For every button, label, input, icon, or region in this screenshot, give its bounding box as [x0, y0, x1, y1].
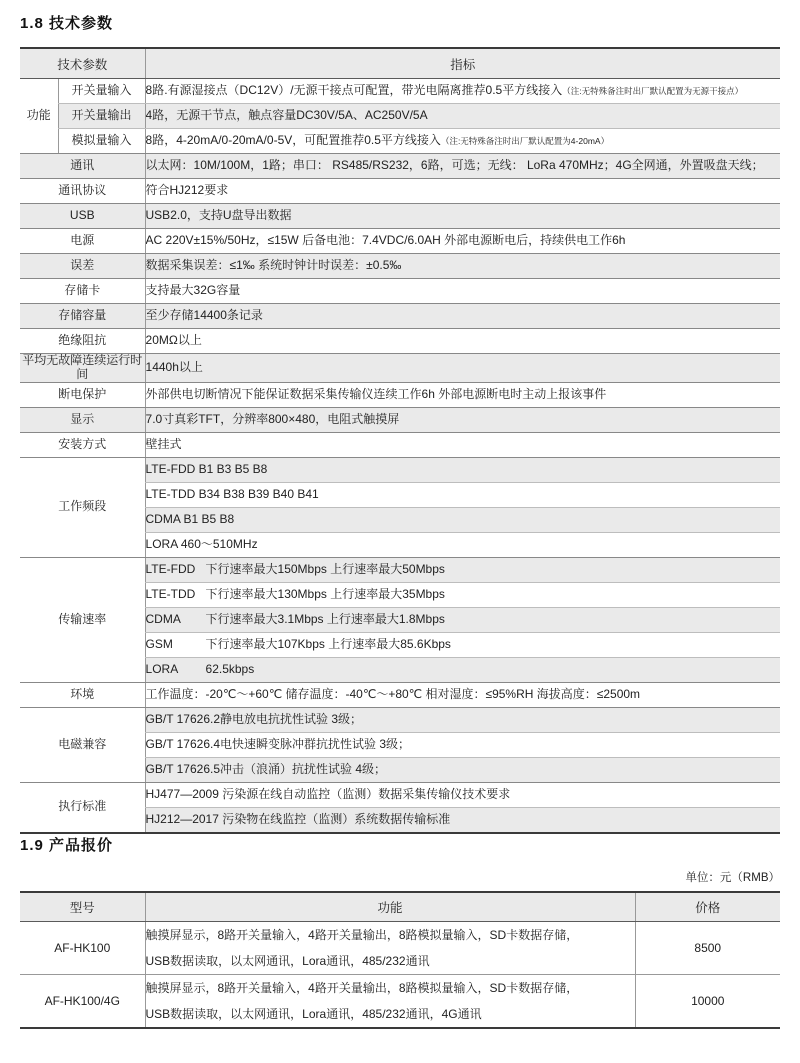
- spec-row-label: 显示: [20, 407, 145, 432]
- spec-row-label: USB: [20, 204, 145, 229]
- spec-row-label: 执行标准: [20, 782, 145, 833]
- price-header-row: [20, 892, 780, 922]
- spec-row-value: 7.0寸真彩TFT，分辨率800×480，电阻式触摸屏: [145, 407, 780, 432]
- spec-row-label: 断电保护: [20, 382, 145, 407]
- price-amount: 10000: [635, 974, 780, 1028]
- spec-row-value: GB/T 17626.5冲击（浪涌）抗扰性试验 4级；: [145, 757, 780, 782]
- spec-row-value: 1440h以上: [145, 354, 780, 383]
- section-heading-tech-params: 1.8 技术参数: [20, 15, 114, 32]
- spec-row-value: HJ477—2009 污染源在线自动监控（监测）数据采集传输仪技术要求: [145, 782, 780, 807]
- spec-table-body: [20, 79, 780, 833]
- spec-row: [20, 457, 780, 482]
- spec-row-value: GSM 下行速率最大107Kbps 上行速率最大85.6Kbps: [145, 632, 780, 657]
- spec-row-note: （注:无特殊备注时出厂默认配置为4-20mA）: [440, 136, 610, 147]
- price-model: AF-HK100/4G: [20, 974, 145, 1028]
- spec-row-value: 8路.有源湿接点（DC12V）/无源干接点可配置，带光电隔离推荐0.5平方线接入（注:无特殊备注时出厂默认配置为无源干接点）: [145, 79, 780, 104]
- spec-row-sublabel: 模拟量输入: [58, 129, 145, 154]
- spec-row-value: 数据采集误差：≤1‰ 系统时钟计时误差：±0.5‰: [145, 254, 780, 279]
- spec-row-value: CDMA 下行速率最大3.1Mbps 上行速率最大1.8Mbps: [145, 607, 780, 632]
- spec-row-label: 通讯协议: [20, 179, 145, 204]
- spec-row-value: LTE-FDD 下行速率最大150Mbps 上行速率最大50Mbps: [145, 557, 780, 582]
- spec-table: [20, 47, 780, 834]
- spec-row: [20, 204, 780, 229]
- spec-row-value: 4路，无源干节点，触点容量DC30V/5A、AC250V/5A: [145, 104, 780, 129]
- spec-value-key: LTE-FDD: [145, 561, 196, 576]
- spec-value-key: LTE-TDD: [145, 586, 196, 601]
- spec-row-label: 平均无故障连续运行时间: [20, 354, 145, 383]
- spec-row-value: 支持最大32G容量: [145, 279, 780, 304]
- spec-row: [20, 304, 780, 329]
- spec-row-label: 通讯: [20, 154, 145, 179]
- price-row: [20, 974, 780, 1028]
- spec-row: [20, 104, 780, 129]
- spec-row-label: 电源: [20, 229, 145, 254]
- spec-row-value: LTE-FDD B1 B3 B5 B8: [145, 457, 780, 482]
- spec-row-value: 至少存储14400条记录: [145, 304, 780, 329]
- spec-row-value: 工作温度：-20℃～+60℃ 储存温度：-40℃～+80℃ 相对湿度：≤95%RH 海拔高度：≤2500m: [145, 682, 780, 707]
- spec-row-note: （注:无特殊备注时出厂默认配置为无源干接点）: [562, 86, 744, 97]
- price-features-line: 触摸屏显示，8路开关量输入，4路开关量输出，8路模拟量输入，SD卡数据存储，: [145, 927, 579, 942]
- spec-row: [20, 79, 780, 104]
- spec-row: [20, 254, 780, 279]
- price-header-features: 功能: [145, 892, 635, 922]
- spec-row-value: HJ212—2017 污染物在线监控（监测）系统数据传输标准: [145, 807, 780, 833]
- spec-row: [20, 179, 780, 204]
- price-table-body: [20, 921, 780, 1028]
- price-row: [20, 921, 780, 974]
- price-features-line: USB数据读取，以太网通讯，Lora通讯，485/232通讯: [145, 953, 430, 968]
- spec-row: [20, 154, 780, 179]
- spec-row-label: 工作频段: [20, 457, 145, 557]
- spec-row-label: 存储卡: [20, 279, 145, 304]
- spec-row-label: 传输速率: [20, 557, 145, 682]
- price-unit-note: 单位：元（RMB）: [685, 871, 780, 884]
- spec-header-value: 指标: [145, 48, 780, 79]
- spec-row: [20, 782, 780, 807]
- spec-row-value: GB/T 17626.4电快速瞬变脉冲群抗扰性试验 3级；: [145, 732, 780, 757]
- spec-row-label: 环境: [20, 682, 145, 707]
- spec-header-param: 技术参数: [20, 48, 145, 79]
- spec-value-key: CDMA: [145, 611, 181, 626]
- spec-row-value: LTE-TDD B34 B38 B39 B40 B41: [145, 482, 780, 507]
- price-features: [145, 974, 635, 1028]
- spec-row: [20, 682, 780, 707]
- spec-row-sublabel: 开关量输出: [58, 104, 145, 129]
- spec-row: [20, 129, 780, 154]
- spec-row-value: LORA 62.5kbps: [145, 657, 780, 682]
- spec-row-value: 8路，4-20mA/0-20mA/0-5V，可配置推荐0.5平方线接入（注:无特殊备注时出厂默认配置为4-20mA）: [145, 129, 780, 154]
- spec-row: [20, 382, 780, 407]
- price-features-line: 触摸屏显示，8路开关量输入，4路开关量输出，8路模拟量输入，SD卡数据存储，: [145, 980, 579, 995]
- spec-row-value: 符合HJ212要求: [145, 179, 780, 204]
- spec-row: [20, 354, 780, 383]
- spec-row-sublabel: 开关量输入: [58, 79, 145, 104]
- spec-row-value: LORA 460～510MHz: [145, 532, 780, 557]
- price-amount: 8500: [635, 921, 780, 974]
- spec-row-value: USB2.0，支持U盘导出数据: [145, 204, 780, 229]
- spec-header-row: [20, 48, 780, 79]
- spec-row-value: 以太网：10M/100M，1路；串口： RS485/RS232，6路，可选；无线： LoRa 470MHz；4G全网通，外置吸盘天线；: [145, 154, 780, 179]
- spec-row: [20, 279, 780, 304]
- spec-row: [20, 229, 780, 254]
- spec-row-value: 壁挂式: [145, 432, 780, 457]
- spec-row-label: 安装方式: [20, 432, 145, 457]
- spec-row-value: GB/T 17626.2静电放电抗扰性试验 3级；: [145, 707, 780, 732]
- spec-row-value: 20MΩ以上: [145, 329, 780, 354]
- spec-row: [20, 707, 780, 732]
- spec-value-key: LORA: [145, 661, 179, 676]
- price-model: AF-HK100: [20, 921, 145, 974]
- price-table: [20, 891, 780, 1029]
- spec-row: [20, 432, 780, 457]
- price-header-price: 价格: [635, 892, 780, 922]
- section-heading-pricing: 1.9 产品报价: [20, 836, 114, 854]
- spec-value-key: GSM: [145, 636, 173, 651]
- price-features: [145, 921, 635, 974]
- price-features-line: USB数据读取，以太网通讯，Lora通讯，485/232通讯，4G通讯: [145, 1006, 482, 1021]
- spec-row-label: 存储容量: [20, 304, 145, 329]
- price-header-model: 型号: [20, 892, 145, 922]
- spec-row-value: 外部供电切断情况下能保证数据采集传输仪连续工作6h 外部电源断电时主动上报该事件: [145, 382, 780, 407]
- spec-row-label: 误差: [20, 254, 145, 279]
- spec-row-label: 电磁兼容: [20, 707, 145, 782]
- spec-row: [20, 557, 780, 582]
- spec-row-value: AC 220V±15%/50Hz，≤15W 后备电池：7.4VDC/6.0AH 外部电源断电后，持续供电工作6h: [145, 229, 780, 254]
- spec-row-label: 绝缘阻抗: [20, 329, 145, 354]
- spec-row-label: 功能: [20, 79, 58, 154]
- spec-row-value: LTE-TDD 下行速率最大130Mbps 上行速率最大35Mbps: [145, 582, 780, 607]
- spec-row: [20, 407, 780, 432]
- spec-row-value: CDMA B1 B5 B8: [145, 507, 780, 532]
- spec-row: [20, 329, 780, 354]
